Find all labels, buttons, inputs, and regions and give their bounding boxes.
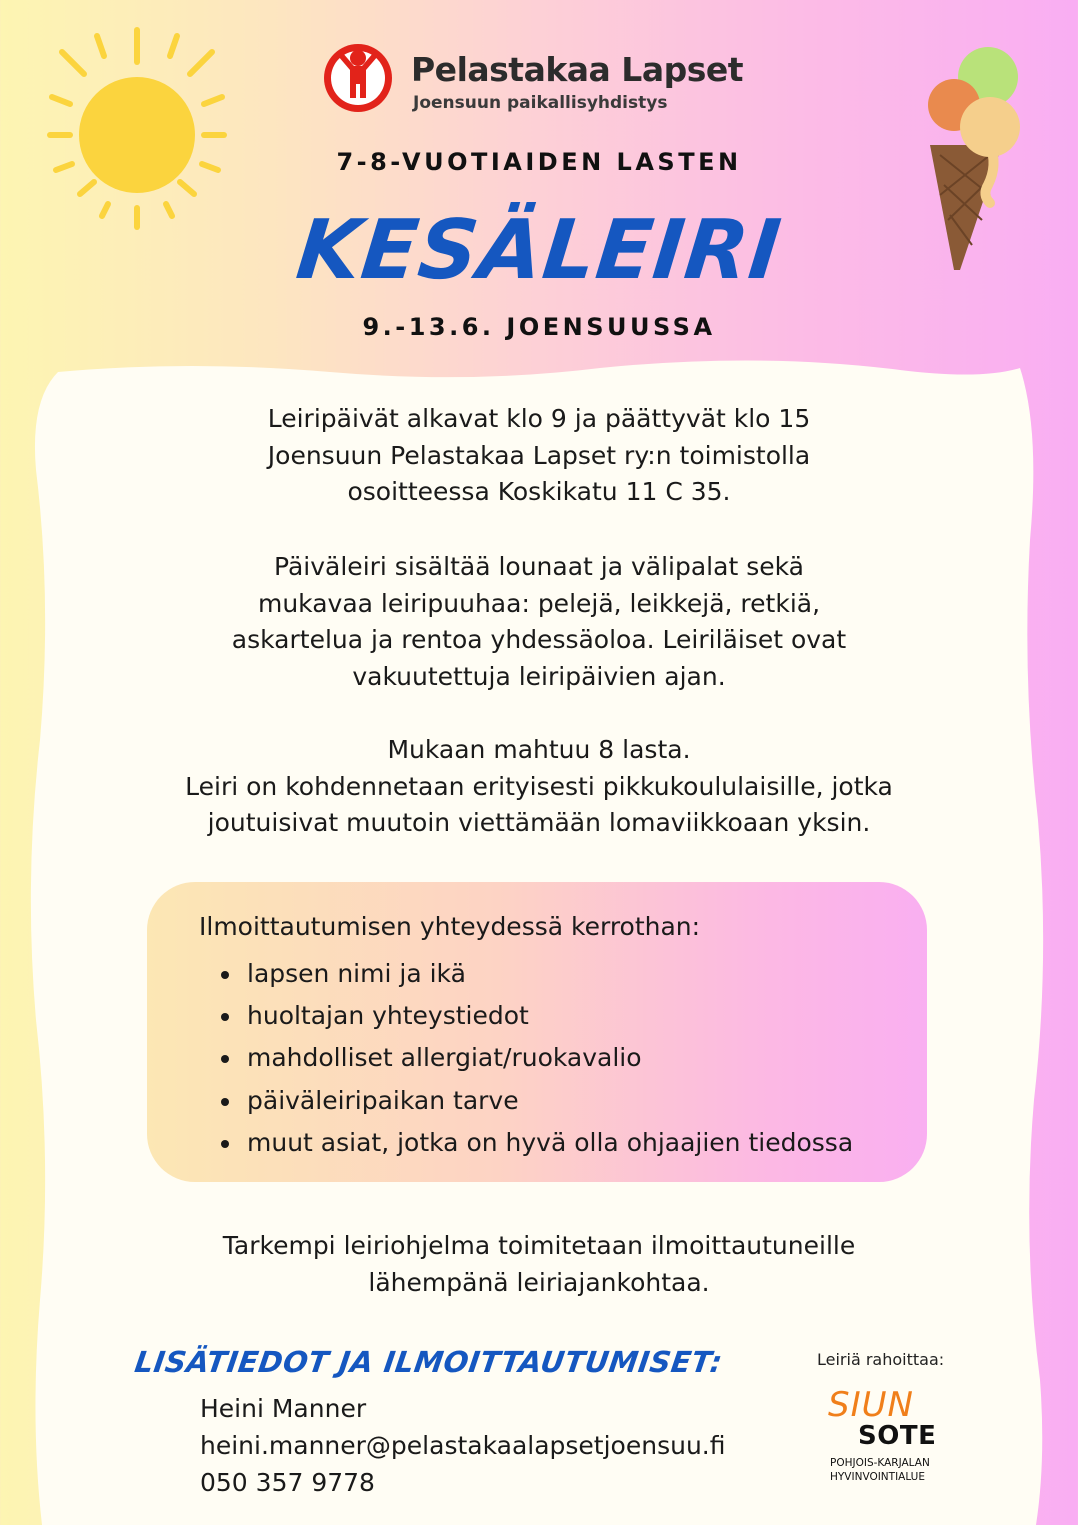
text-line: vakuutettuja leiripäivien ajan. <box>352 661 726 691</box>
text-line: Tarkempi leiriohjelma toimitetaan ilmoittautuneille <box>222 1231 856 1260</box>
child-emblem-icon <box>316 30 404 118</box>
text-line: lähempänä leiriajankohtaa. <box>368 1267 710 1297</box>
funder-label: Leiriä rahoittaa: <box>817 1350 945 1369</box>
text-line: Mukaan mahtuu 8 lasta. <box>387 735 691 764</box>
bullet-icon <box>221 1013 229 1021</box>
bullet-icon <box>221 1055 229 1063</box>
list-item: päiväleiripaikan tarve <box>199 1080 853 1122</box>
activities-paragraph <box>120 549 958 695</box>
page-title: KESÄLEIRI <box>292 203 786 298</box>
contact-heading: LISÄTIEDOT JA ILMOITTAUTUMISET: <box>132 1345 725 1379</box>
logo-subtitle: Joensuun paikallisyhdistys <box>413 93 668 113</box>
list-item: mahdolliset allergiat/ruokavalio <box>199 1037 853 1079</box>
registration-list <box>199 953 853 1164</box>
contact-phone[interactable]: 050 357 9778 <box>200 1468 375 1497</box>
list-item: muut asiat, jotka on hyvä olla ohjaajien tiedossa <box>199 1122 853 1164</box>
text-line: Joensuun Pelastakaa Lapset ry:n toimistolla <box>267 440 811 470</box>
text-line: Päiväleiri sisältää lounaat ja välipalat sekä <box>274 552 804 581</box>
dates-heading: 9.-13.6. JOENSUUSSA <box>362 313 716 341</box>
text-line: askartelua ja rentoa yhdessäoloa. Leiriläiset ovat <box>231 625 847 654</box>
kicker-heading: 7-8-VUOTIAIDEN LASTEN <box>336 148 742 176</box>
list-item: huoltajan yhteystiedot <box>199 995 853 1037</box>
bullet-icon <box>221 1098 229 1106</box>
bullet-icon <box>221 1140 229 1148</box>
program-note <box>120 1228 958 1301</box>
capacity-paragraph <box>120 732 958 842</box>
contact-email[interactable]: heini.manner@pelastakaalapsetjoensuu.fi <box>200 1431 726 1460</box>
logo-name: Pelastakaa Lapset <box>411 50 744 89</box>
list-item: lapsen nimi ja ikä <box>199 953 853 995</box>
location-paragraph <box>120 401 958 511</box>
text-line: mukavaa leiripuuhaa: pelejä, leikkejä, retkiä, <box>257 588 821 618</box>
funder-logo-word: SOTE <box>858 1421 937 1451</box>
text-line: Leiripäivät alkavat klo 9 ja päättyvät klo 15 <box>267 404 811 433</box>
registration-intro: Ilmoittautumisen yhteydessä kerrothan: <box>199 912 701 941</box>
organization-logo <box>316 30 756 120</box>
text-line: joutuisivat muutoin viettämään lomaviikkoaan yksin. <box>207 808 871 837</box>
contact-details <box>200 1390 726 1501</box>
registration-box <box>147 882 927 1182</box>
bullet-icon <box>221 971 229 979</box>
funder-logo <box>822 1385 952 1495</box>
funder-logo-word: SIUN <box>828 1385 914 1425</box>
funder-logo-subtitle: HYVINVOINTIALUE <box>830 1471 925 1483</box>
text-line: Leiri on kohdennetaan erityisesti pikkukoululaisille, jotka <box>185 771 893 801</box>
contact-name: Heini Manner <box>200 1394 367 1423</box>
text-line: osoitteessa Koskikatu 11 C 35. <box>347 477 731 506</box>
funder-logo-subtitle: POHJOIS-KARJALAN <box>830 1457 930 1469</box>
